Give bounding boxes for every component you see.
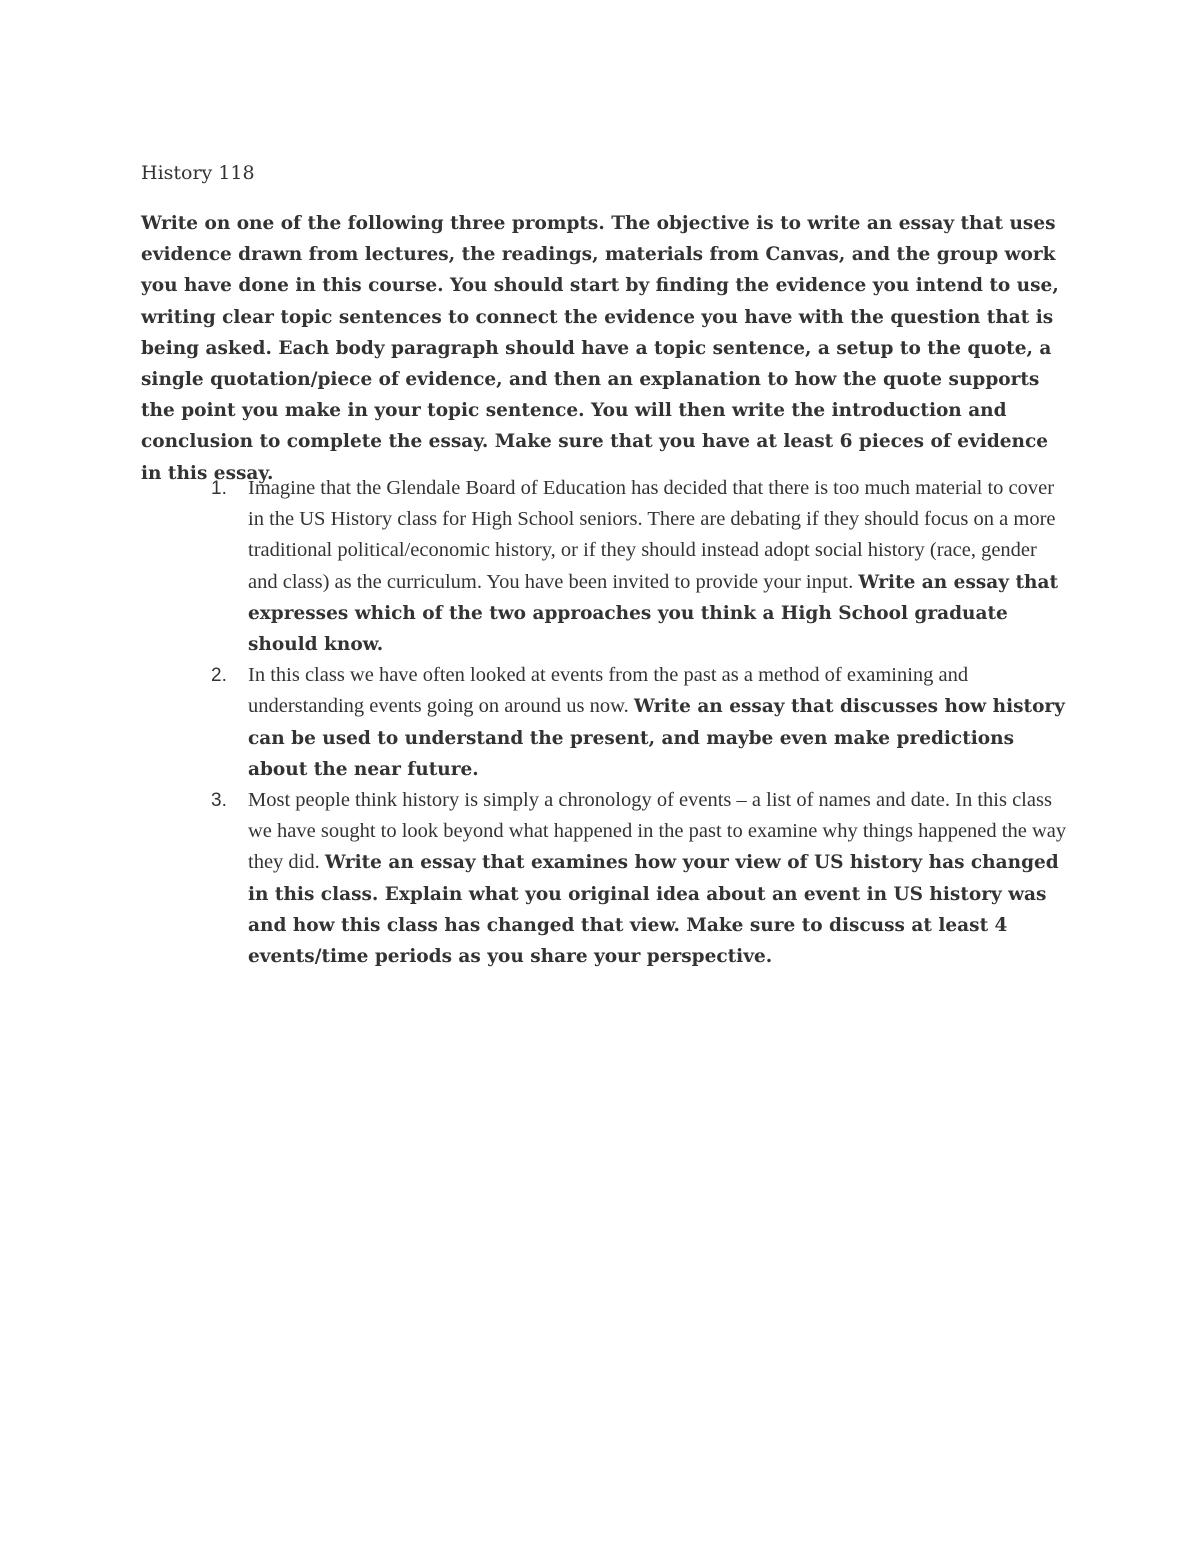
- prompt-item-1: [207, 473, 1067, 660]
- prompt-item-3: [207, 785, 1067, 972]
- prompt-number: 3.: [211, 790, 227, 812]
- prompt-number: 2.: [211, 665, 227, 687]
- prompt-text: In this class we have often looked at events from the past as a method of examining and understanding events going on around us now.: [248, 664, 969, 718]
- prompt-text: Most people think history is simply a chronology of events – a list of names and date. In this class we have sought to look beyond what happened in the past to examine why things happened the way they did.: [248, 789, 1067, 874]
- assignment-instructions: Write on one of the following three prompts. The objective is to write an essay that uses evidence drawn from lectures, the readings, materials from Canvas, and the group work you have done in this course. You should start by finding the evidence you intend to use, writing clear topic sentences to connect the evidence you have with the question that is being asked. Each body paragraph should have a topic sentence, a setup to the quote, a single quotation/piece of evidence, and then an explanation to how the quote supports the point you make in your topic sentence. You will then write the introduction and conclusion to complete the essay. Make sure that you have at least 6 pieces of evidence in this essay.: [141, 213, 1059, 484]
- prompt-item-2: [207, 660, 1067, 785]
- document-title: History 118: [141, 162, 255, 184]
- prompt-list: [207, 473, 1067, 972]
- prompt-text: Imagine that the Glendale Board of Education has decided that there is too much material to cover in the US History class for High School seniors. There are debating if they should focus on a more traditional political/economic history, or if they should instead adopt social history (race, gender and class) as the curriculum. You have been invited to provide your input.: [248, 477, 1056, 593]
- prompt-task: Write an essay that discusses how history can be used to understand the present, and maybe even make predictions about the near future.: [248, 696, 1065, 780]
- prompt-number: 1.: [211, 478, 227, 499]
- prompt-task: Write an essay that expresses which of the two approaches you think a High School graduate should know.: [248, 571, 1058, 656]
- prompt-task: Write an essay that examines how your view of US history has changed in this class. Explain what you original idea about an event in US history was and how this class has changed that view. Make sure to discuss at least 4 events/time periods as you share your perspective.: [248, 852, 1059, 968]
